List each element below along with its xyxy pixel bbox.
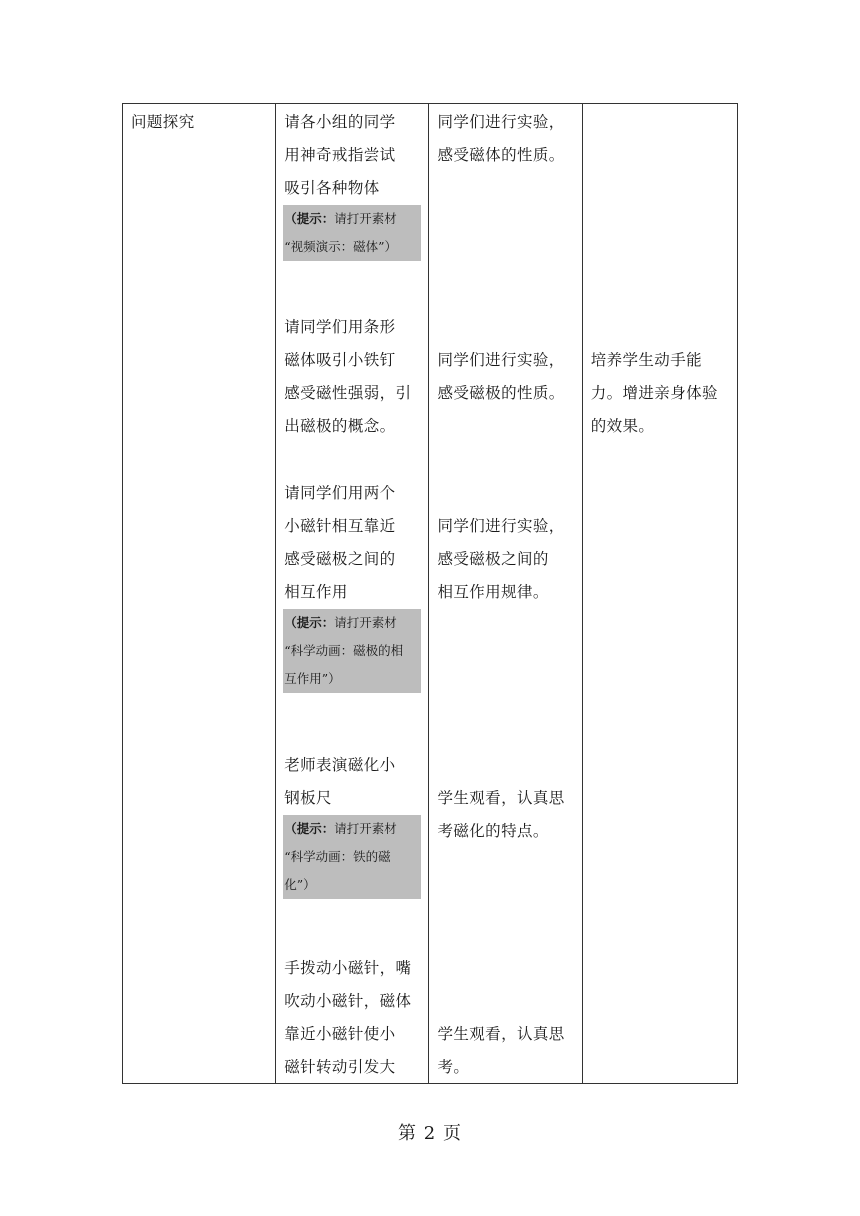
teacher-block-3 bbox=[284, 477, 422, 693]
intent-line: 的效果。 bbox=[590, 417, 655, 435]
hint-text: 请打开素材 bbox=[334, 821, 397, 836]
student-line: 感受磁极之间的 bbox=[437, 550, 549, 568]
design-intent-cell bbox=[582, 104, 737, 1084]
hint-text: “视频演示：磁体”） bbox=[284, 239, 398, 254]
student-block-3 bbox=[437, 510, 575, 609]
hint-prefix: （提示： bbox=[284, 821, 335, 836]
teacher-line: 请同学们用两个 bbox=[284, 484, 396, 502]
hint-prefix: （提示： bbox=[284, 615, 335, 630]
student-block-5 bbox=[437, 1018, 575, 1084]
student-line: 学生观看，认真思 bbox=[437, 1025, 565, 1043]
student-line: 感受磁体的性质。 bbox=[437, 146, 565, 164]
student-block-2 bbox=[437, 344, 575, 410]
intent-line: 培养学生动手能 bbox=[590, 351, 703, 369]
student-line: 感受磁极的性质。 bbox=[437, 384, 565, 402]
teacher-line: 手拨动小磁针，嘴 bbox=[284, 959, 412, 977]
student-activity-cell bbox=[429, 104, 582, 1084]
teacher-block-5 bbox=[284, 952, 422, 1084]
hint-text: 请打开素材 bbox=[334, 615, 397, 630]
teacher-line: 靠近小磁针使小 bbox=[284, 1025, 396, 1043]
teacher-line: 相互作用 bbox=[284, 583, 348, 601]
material-hint bbox=[283, 205, 421, 261]
teacher-line: 钢板尺 bbox=[284, 789, 332, 807]
teacher-activity-cell bbox=[276, 104, 429, 1084]
teacher-block-1 bbox=[284, 106, 422, 261]
hint-text: “科学动画：铁的磁 bbox=[284, 849, 391, 864]
lesson-plan-table bbox=[122, 103, 738, 1084]
teacher-block-4 bbox=[284, 749, 422, 899]
teacher-line: 小磁针相互靠近 bbox=[284, 517, 396, 535]
teacher-line: 请同学们用条形 bbox=[284, 318, 396, 336]
teacher-line: 请各小组的同学 bbox=[284, 113, 396, 131]
student-line: 同学们进行实验， bbox=[437, 113, 565, 131]
teacher-line: 吹动小磁针，磁体 bbox=[284, 992, 412, 1010]
hint-text: “科学动画：磁极的相 bbox=[284, 643, 404, 658]
hint-prefix: （提示： bbox=[284, 211, 335, 226]
teacher-block-2 bbox=[284, 311, 422, 443]
teacher-line: 用神奇戒指尝试 bbox=[284, 146, 396, 164]
intent-line: 力。增进亲身体验 bbox=[590, 384, 718, 402]
intent-block bbox=[591, 344, 731, 443]
stage-label: 问题探究 bbox=[131, 113, 195, 131]
teacher-line: 磁体吸引小铁钉 bbox=[284, 351, 396, 369]
page-number: 第 2 页 bbox=[398, 1123, 462, 1144]
student-line: 同学们进行实验， bbox=[437, 517, 565, 535]
stage-cell bbox=[123, 104, 276, 1084]
hint-text: 化”） bbox=[284, 877, 316, 892]
teacher-line: 感受磁极之间的 bbox=[284, 550, 396, 568]
teacher-line: 感受磁性强弱，引 bbox=[284, 384, 412, 402]
student-line: 学生观看，认真思 bbox=[437, 789, 565, 807]
student-block-1 bbox=[437, 106, 575, 172]
student-block-4 bbox=[437, 782, 575, 848]
hint-text: 互作用”） bbox=[284, 671, 341, 686]
teacher-line: 老师表演磁化小 bbox=[284, 756, 396, 774]
material-hint bbox=[283, 815, 421, 899]
student-line: 同学们进行实验， bbox=[437, 351, 565, 369]
student-line: 考磁化的特点。 bbox=[437, 822, 549, 840]
teacher-line: 出磁极的概念。 bbox=[284, 417, 396, 435]
table-row bbox=[123, 104, 738, 1084]
material-hint bbox=[283, 609, 421, 693]
student-line: 相互作用规律。 bbox=[437, 583, 549, 601]
student-line: 考。 bbox=[437, 1058, 470, 1076]
hint-text: 请打开素材 bbox=[334, 211, 397, 226]
teacher-line: 吸引各种物体 bbox=[284, 179, 380, 197]
teacher-line: 磁针转动引发大 bbox=[284, 1058, 396, 1076]
